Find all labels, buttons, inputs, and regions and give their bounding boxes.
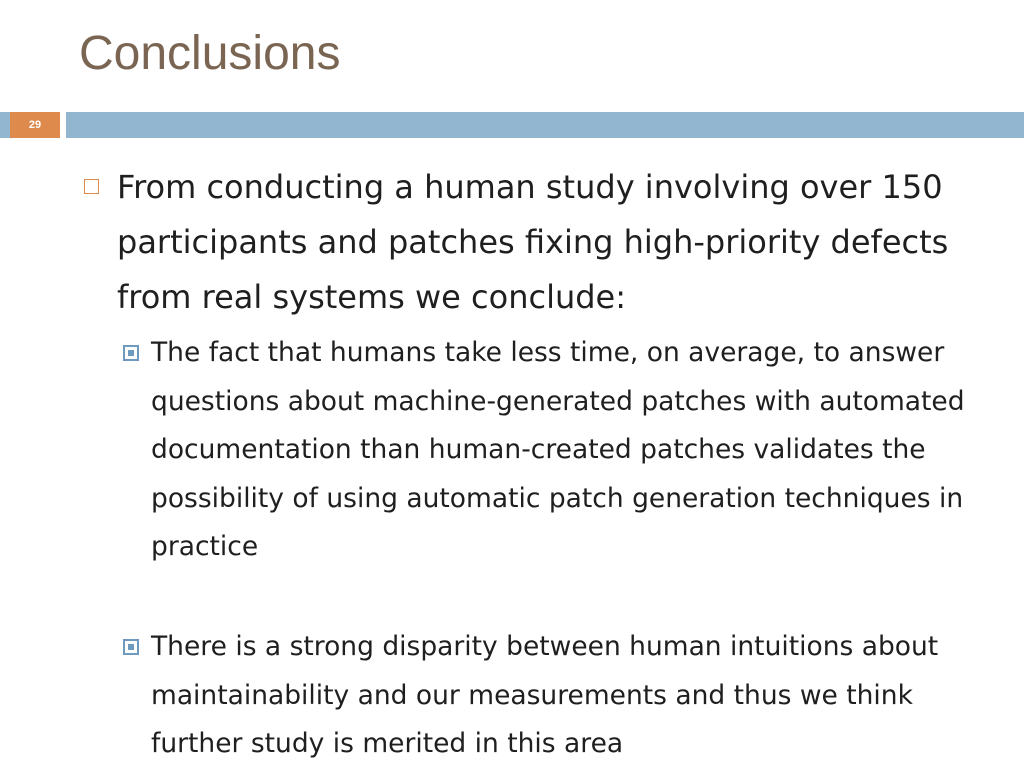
title-divider-bar	[0, 112, 1024, 138]
slide-number: 29	[28, 119, 42, 131]
filled-square-bullet-icon	[123, 639, 139, 655]
hollow-square-bullet-icon	[84, 179, 99, 194]
divider-right-segment	[66, 112, 1024, 138]
bullet-level1: From conducting a human study involving over 150 participants and patches fixing high-priority defects from real systems we conclude:	[117, 168, 949, 316]
slide-number-box	[10, 112, 60, 138]
filled-square-bullet-icon	[123, 345, 139, 361]
bullet-level2: The fact that humans take less time, on average, to answer questions about machine-generated patches with automated documentation than human-created patches validates the possibility of using automatic patch generation techniques in practice	[151, 337, 965, 562]
divider-left-segment	[0, 112, 10, 138]
slide-title: Conclusions	[79, 27, 341, 80]
bullet-level2: There is a strong disparity between human intuitions about maintainability and our measurements and thus we think further study is merited in this area	[151, 631, 939, 759]
